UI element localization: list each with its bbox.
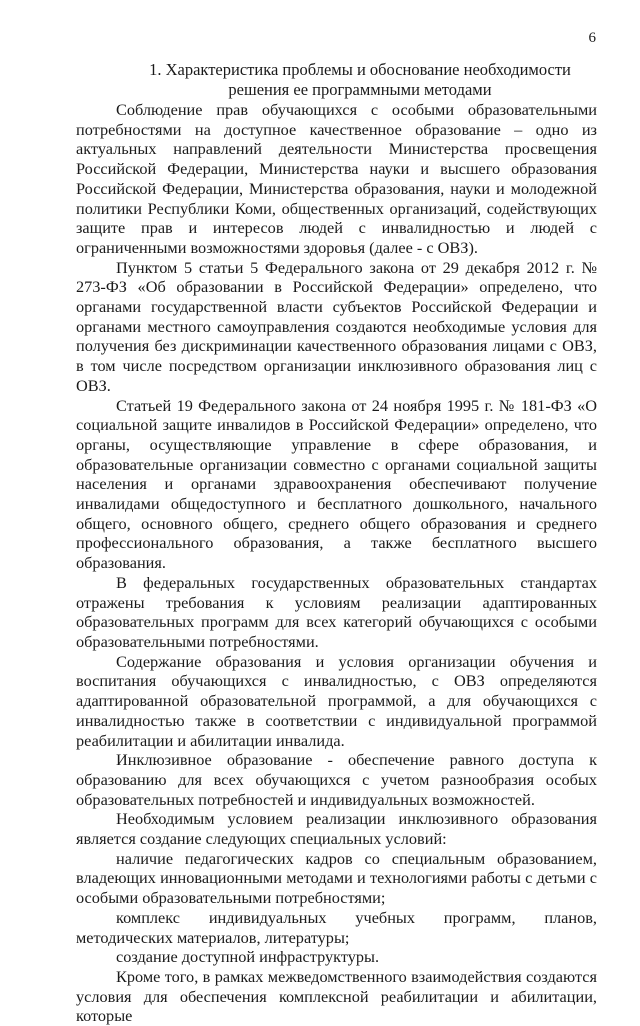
paragraph-federal-law-273: Пунктом 5 статьи 5 Федерального закона от 29 декабря 2012 г. № 273-ФЗ «Об образовании в Российской Федерации» определено, что органами государственной власти субъектов Российской Федерации и органами местного самоуправления создаются необходимые условия для получения без дискриминации качественного образования лицами с ОВЗ, в том числе посредством организации инклюзивного образования лиц с ОВЗ. bbox=[76, 257, 597, 395]
paragraph-rights-of-students: Соблюдение прав обучающихся с особыми образовательными потребностями на доступное качественное образование – одно из актуальных направлений деятельности Министерства просвещения Российской Федерации, Министерства науки и высшего образования Российской Федерации, Министерства образования, науки и молодежной политики Республики Коми, общественных организаций, содействующих защите прав и интересов людей с инвалидностью и людей с ограниченными возможностями здоровья (далее - с ОВЗ). bbox=[76, 100, 597, 257]
paragraph-federal-standards: В федеральных государственных образовательных стандартах отражены требования к условиям реализации адаптированных образовательных программ для всех категорий обучающихся с особыми образовательными потребностями. bbox=[76, 572, 597, 651]
section-title-line-2: решения ее программными методами bbox=[228, 80, 492, 99]
paragraph-education-content: Содержание образования и условия организации обучения и воспитания обучающихся с инвалидностью, с ОВЗ определяются адаптированной образовательной программой, а для обучающихся с инвалидностью также в соответствии с индивидуальной программой реабилитации и абилитации инвалида. bbox=[76, 651, 597, 750]
paragraph-necessary-conditions: Необходимым условием реализации инклюзивного образования является создание следующих специальных условий: bbox=[76, 809, 597, 849]
list-item-teaching-staff: наличие педагогических кадров со специальным образованием, владеющих инновационными методами и технологиями работы с детьми с особыми образовательными потребностями; bbox=[76, 848, 597, 908]
list-item-accessible-infrastructure: создание доступной инфраструктуры. bbox=[116, 947, 380, 967]
document-body bbox=[76, 100, 597, 1026]
section-title bbox=[100, 60, 620, 100]
paragraph-federal-law-181: Статьей 19 Федерального закона от 24 ноября 1995 г. № 181-ФЗ «О социальной защите инвалидов в Российской Федерации» определено, что органы, осуществляющие управление в сфере образования, и образовательные организации совместно с органами социальной защиты населения и органами здравоохранения обеспечивают получение инвалидами общедоступного и бесплатного дошкольного, начального общего, основного общего, среднего общего образования и среднего профессионального образования, а также бесплатного высшего образования. bbox=[76, 395, 597, 573]
page-number: 6 bbox=[588, 30, 596, 46]
section-title-line-1: 1. Характеристика проблемы и обоснование необходимости bbox=[149, 60, 571, 79]
paragraph-inclusive-definition: Инклюзивное образование - обеспечение равного доступа к образованию для всех обучающихся с учетом разнообразия особых образовательных потребностей и индивидуальных возможностей. bbox=[76, 750, 597, 809]
list-item-individual-programs: комплекс индивидуальных учебных программ, планов, методических материалов, литературы; bbox=[76, 907, 597, 947]
paragraph-interagency-cooperation: Кроме того, в рамках межведомственного взаимодействия создаются условия для обеспечения комплексной реабилитации и абилитации, которые bbox=[76, 966, 597, 1026]
